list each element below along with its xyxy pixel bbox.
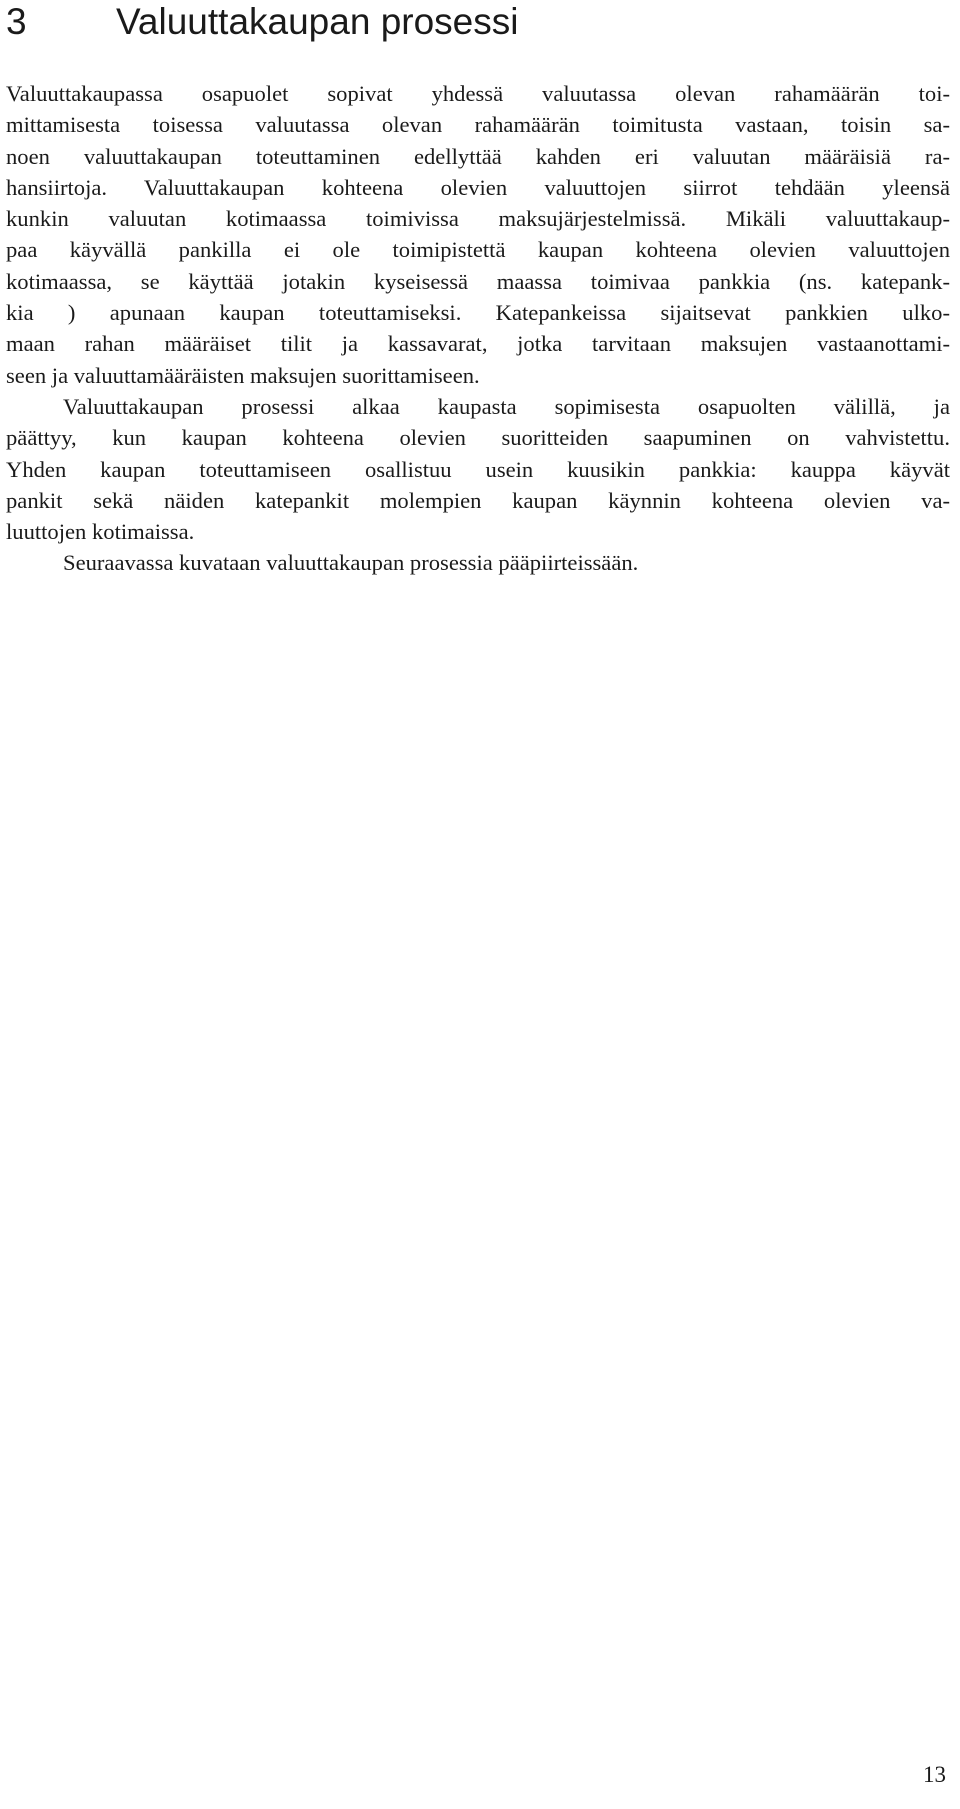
page-number: 13 xyxy=(923,1762,946,1787)
section-heading xyxy=(6,0,518,44)
text-line: noen valuuttakaupan toteuttaminen edellyttää kahden eri valuutan määräisiä ra- xyxy=(6,143,950,169)
body-text xyxy=(6,78,950,579)
text-line: mittamisesta toisessa valuutassa olevan rahamäärän toimitusta vastaan, toisin sa- xyxy=(6,112,950,138)
text-line: päättyy, kun kaupan kohteena olevien suoritteiden saapuminen on vahvistettu. xyxy=(6,425,950,451)
text-line: hansiirtoja. Valuuttakaupan kohteena olevien valuuttojen siirrot tehdään yleensä xyxy=(6,174,950,200)
text-line: luuttojen kotimaissa. xyxy=(6,519,195,545)
text-line: Yhden kaupan toteuttamiseen osallistuu usein kuusikin pankkia: kauppa käyvät xyxy=(6,456,950,482)
text-line: kia ) apunaan kaupan toteuttamiseksi. Katepankeissa sijaitsevat pankkien ulko- xyxy=(6,300,950,326)
section-title: Valuuttakaupan prosessi xyxy=(116,1,519,42)
text-line: Valuuttakaupan prosessi alkaa kaupasta sopimisesta osapuolten välillä, ja xyxy=(63,393,950,419)
text-line: seen ja valuuttamääräisten maksujen suorittamiseen. xyxy=(6,362,480,388)
text-line: paa käyvällä pankilla ei ole toimipistettä kaupan kohteena olevien valuuttojen xyxy=(6,237,950,263)
section-number: 3 xyxy=(6,1,27,42)
text-line: maan rahan määräiset tilit ja kassavarat, jotka tarvitaan maksujen vastaanottami- xyxy=(6,331,950,357)
text-line: Seuraavassa kuvataan valuuttakaupan prosessia pääpiirteissään. xyxy=(63,550,639,576)
text-line: pankit sekä näiden katepankit molempien kaupan käynnin kohteena olevien va- xyxy=(6,487,950,513)
text-line: kotimaassa, se käyttää jotakin kyseisessä maassa toimivaa pankkia (ns. katepank- xyxy=(6,268,950,294)
text-line: kunkin valuutan kotimaassa toimivissa maksujärjestelmissä. Mikäli valuuttakaup- xyxy=(6,206,950,232)
text-line: Valuuttakaupassa osapuolet sopivat yhdessä valuutassa olevan rahamäärän toi- xyxy=(6,81,950,106)
